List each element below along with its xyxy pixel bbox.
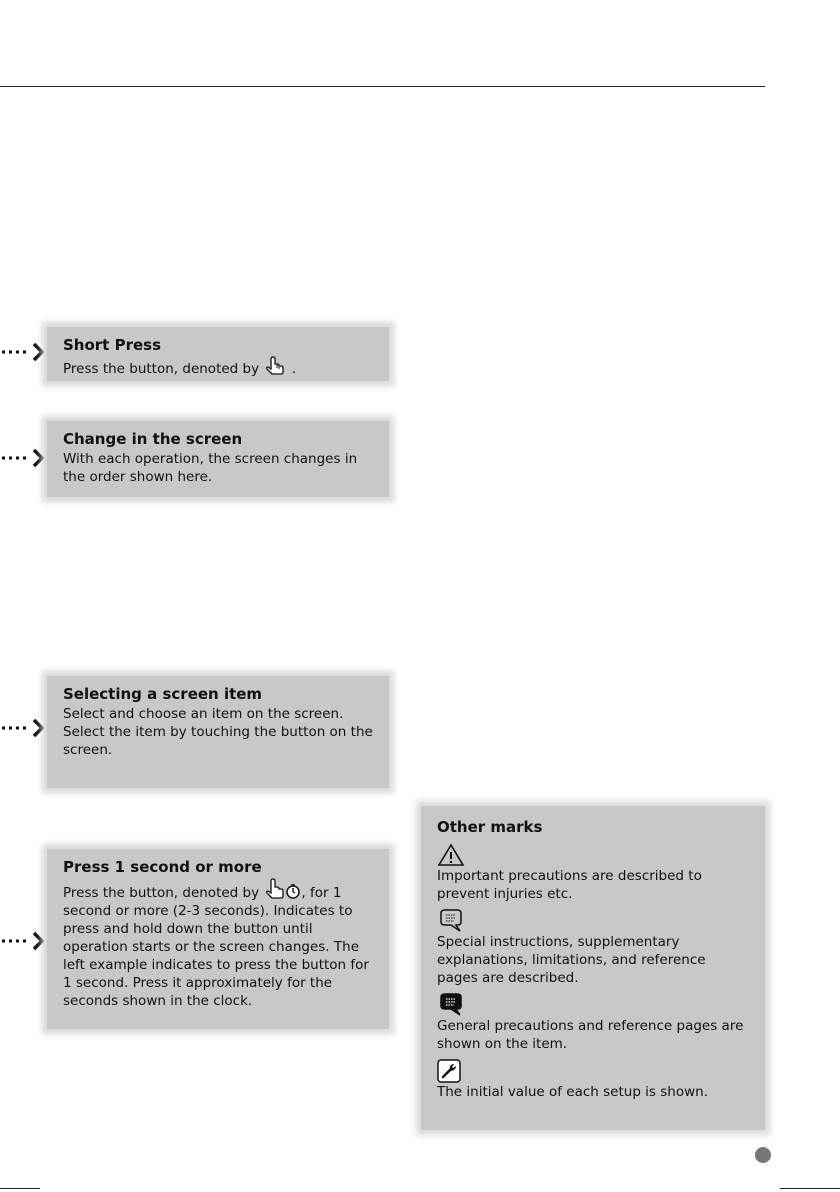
crop-mark-left xyxy=(0,1188,40,1189)
other-marks-box xyxy=(421,806,765,1130)
hand-press-icon xyxy=(263,356,287,376)
short-press-text xyxy=(63,356,373,378)
warning-triangle-icon xyxy=(437,843,465,867)
crop-mark-right xyxy=(780,1188,840,1189)
mark-item xyxy=(437,843,749,865)
change-screen-text: With each operation, the screen changes in the order shown here. xyxy=(63,451,358,485)
mark-item xyxy=(437,993,749,1015)
short-press-box xyxy=(47,327,389,381)
mark-text-general: General precautions and reference pages are shown on the item. xyxy=(437,1018,744,1052)
speech-note-outline-icon xyxy=(437,909,465,933)
selecting-item-title: Selecting a screen item xyxy=(63,685,263,703)
short-press-text-before: Press the button, denoted by xyxy=(63,361,260,377)
mark-text-note: Special instructions, supplementary explanations, limitations, and reference pages are described. xyxy=(437,934,706,986)
mark-text-wrench: The initial value of each setup is shown. xyxy=(437,1084,708,1100)
press-hold-box xyxy=(47,849,389,1029)
press-hold-text-after: , for 1 second or more (2-3 seconds). xyxy=(63,885,342,919)
selecting-item-box xyxy=(47,676,389,788)
press-hold-text-rest: Indicates to press and hold down the button until operation starts or the screen changes. The left example indicates to press the button for 1 second. Press it approximately for the seconds shown in the clock. xyxy=(63,903,369,1009)
short-press-text-after: . xyxy=(291,361,296,377)
speech-note-filled-icon xyxy=(437,993,465,1017)
mark-text-warning: Important precautions are described to prevent injuries etc. xyxy=(437,868,702,902)
wrench-icon xyxy=(437,1059,461,1083)
dotted-arrow-icon xyxy=(0,929,48,953)
hand-press-clock-icon xyxy=(263,878,301,900)
mark-item xyxy=(437,909,749,931)
press-hold-text xyxy=(63,878,373,1010)
change-screen-title: Change in the screen xyxy=(63,430,243,448)
selecting-item-text: Select and choose an item on the screen. Select the item by touching the button on the screen. xyxy=(63,706,373,758)
page-marker-dot xyxy=(755,1147,771,1163)
mark-item xyxy=(437,1059,749,1081)
dotted-arrow-icon xyxy=(0,716,48,740)
dotted-arrow-icon xyxy=(0,446,48,470)
dotted-arrow-icon xyxy=(0,340,48,364)
change-screen-box xyxy=(47,421,389,497)
press-hold-title: Press 1 second or more xyxy=(63,858,262,876)
header-rule xyxy=(0,86,765,87)
short-press-title: Short Press xyxy=(63,336,161,354)
press-hold-text-before: Press the button, denoted by xyxy=(63,885,260,901)
other-marks-title: Other marks xyxy=(437,818,543,836)
